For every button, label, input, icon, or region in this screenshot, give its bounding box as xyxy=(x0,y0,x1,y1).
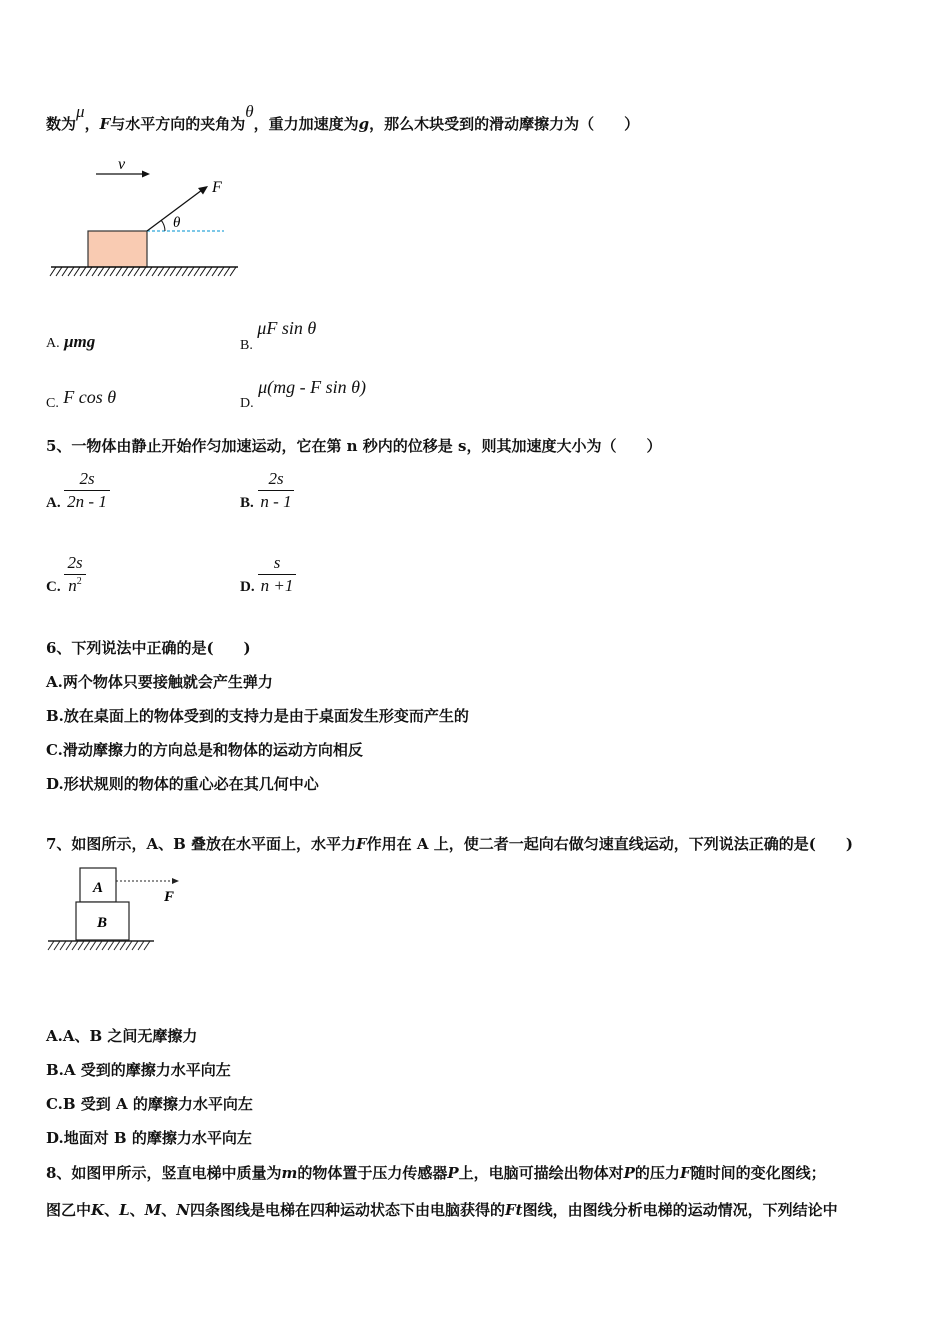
force-arrowhead xyxy=(198,186,208,195)
q7-stem-text-b: 作用在 A 上，使二者一起向右做匀速直线运动，下列说法正确的是( ) xyxy=(366,835,853,853)
q7-F-symbol: F xyxy=(355,835,367,853)
velocity-arrowhead xyxy=(142,171,150,178)
q7-option-a[interactable]: A.A、B 之间无摩擦力 xyxy=(46,1027,198,1045)
angle-arc xyxy=(161,220,165,231)
angle-label: θ xyxy=(173,215,181,231)
q4-block-figure xyxy=(46,150,246,280)
q5-option-d[interactable] xyxy=(240,579,255,596)
q8-text-h: 图线，由图线分析电梯的运动情况，下列结论中 xyxy=(522,1201,838,1219)
force-f-label: F xyxy=(164,889,175,905)
q5-option-b-fraction xyxy=(258,468,294,513)
option-label: D. xyxy=(240,579,255,595)
denominator-base: n xyxy=(68,576,77,595)
q5-option-c-fraction xyxy=(64,552,86,600)
option-label: D. xyxy=(240,396,254,411)
q4-option-d[interactable] xyxy=(240,377,366,411)
q4-option-c[interactable] xyxy=(46,387,117,411)
q5-option-a[interactable] xyxy=(46,495,61,512)
q4-stem-text-a: 数为 xyxy=(46,115,77,133)
option-label: A. xyxy=(46,495,61,511)
q4-option-b[interactable] xyxy=(240,318,317,353)
force-f-arrowhead xyxy=(172,878,179,884)
q7-stem xyxy=(46,834,853,854)
wooden-block xyxy=(88,231,147,267)
q8-p-symbol-2: P xyxy=(623,1164,635,1182)
q8-sep-1: 、 xyxy=(104,1201,120,1219)
q8-m-label: M xyxy=(144,1201,162,1219)
option-expression: F cos θ xyxy=(63,387,117,407)
q4-theta-symbol: θ xyxy=(245,102,254,121)
q8-f-symbol: F xyxy=(679,1164,691,1182)
q6-option-d[interactable]: D.形状规则的物体的重心必在其几何中心 xyxy=(46,775,319,793)
q6-option-c[interactable]: C.滑动摩擦力的方向总是和物体的运动方向相反 xyxy=(46,741,363,759)
q4-stem-text-c: 与水平方向的夹角为 xyxy=(110,115,246,133)
q8-stem-line-2 xyxy=(46,1200,838,1220)
q7-option-d[interactable]: D.地面对 B 的摩擦力水平向左 xyxy=(46,1129,252,1147)
fraction-numerator: s xyxy=(273,553,281,572)
q5-option-a-fraction xyxy=(64,468,110,513)
option-expression: μmg xyxy=(64,332,96,351)
block-a-label: A xyxy=(92,880,104,896)
q8-text-a: 8、如图甲所示，竖直电梯中质量为 xyxy=(46,1164,282,1182)
block-b-label: B xyxy=(96,915,108,931)
fraction-numerator: 2s xyxy=(268,469,284,488)
q4-stem-text-e: ，那么木块受到的滑动摩擦力为（ ） xyxy=(369,115,640,133)
q5-option-b[interactable] xyxy=(240,495,254,512)
q6-option-b[interactable]: B.放在桌面上的物体受到的支持力是由于桌面发生形变而产生的 xyxy=(46,707,469,725)
q8-text-f: 图乙中 xyxy=(46,1201,92,1219)
q8-text-d: 的压力 xyxy=(634,1164,680,1182)
q5-stem: 5、一物体由静止开始作匀加速运动，它在第 n 秒内的位移是 s，则其加速度大小为（ ） xyxy=(46,437,662,455)
option-expression: μ(mg - F sin θ) xyxy=(258,377,366,397)
q5-option-d-fraction xyxy=(258,552,296,597)
q8-text-e: 随时间的变化图线； xyxy=(690,1164,826,1182)
ground-hatching xyxy=(50,267,236,276)
q8-stem-line-1 xyxy=(46,1163,826,1183)
q7-stacked-blocks-figure xyxy=(46,864,186,956)
q4-stem xyxy=(46,102,640,134)
option-label: B. xyxy=(240,338,253,353)
q8-l-symbol: L xyxy=(119,1201,130,1219)
force-label: F xyxy=(212,179,222,196)
q4-g-symbol: g xyxy=(358,115,370,133)
q8-m-symbol: m xyxy=(281,1164,298,1182)
q8-n-symbol: N xyxy=(176,1201,190,1219)
q4-stem-text-b: ， xyxy=(84,115,100,133)
q4-stem-text-d: ，重力加速度为 xyxy=(253,115,359,133)
q7-option-b[interactable]: B.A 受到的摩擦力水平向左 xyxy=(46,1061,231,1079)
option-expression: μF sin θ xyxy=(257,318,317,338)
denominator-exponent: 2 xyxy=(76,576,82,587)
q8-sep-2: 、 xyxy=(129,1201,145,1219)
fraction-denominator: n - 1 xyxy=(258,490,294,513)
fraction-denominator xyxy=(64,574,86,600)
q6-option-a[interactable]: A.两个物体只要接触就会产生弹力 xyxy=(46,673,273,691)
option-label: C. xyxy=(46,579,61,595)
option-label: C. xyxy=(46,396,59,411)
option-label: A. xyxy=(46,336,60,351)
q8-p-symbol: P xyxy=(447,1164,459,1182)
option-label: B. xyxy=(240,495,254,511)
fraction-numerator: 2s xyxy=(79,469,95,488)
q5-option-c[interactable] xyxy=(46,579,61,596)
q7-option-c[interactable]: C.B 受到 A 的摩擦力水平向左 xyxy=(46,1095,253,1113)
q4-option-a[interactable] xyxy=(46,332,95,352)
q4-F-symbol: F xyxy=(99,115,111,133)
q7-stem-text-a: 7、如图所示，A、B 叠放在水平面上，水平力 xyxy=(46,835,356,853)
velocity-label: v xyxy=(118,156,126,173)
q8-text-c: 上，电脑可描绘出物体对 xyxy=(458,1164,624,1182)
q8-sep-3: 、 xyxy=(161,1201,177,1219)
q4-mu-symbol: μ xyxy=(76,102,85,121)
fraction-numerator: 2s xyxy=(67,553,83,572)
q6-stem: 6、下列说法中正确的是( ) xyxy=(46,639,251,657)
ground-hatching xyxy=(48,941,150,950)
fraction-denominator: n +1 xyxy=(258,574,296,597)
q8-text-b: 的物体置于压力传感器 xyxy=(297,1164,448,1182)
q8-k-symbol: K xyxy=(91,1201,105,1219)
q8-ft-symbol: Ft xyxy=(505,1201,523,1219)
q8-text-g: 四条图线是电梯在四种运动状态下由电脑获得的 xyxy=(189,1201,505,1219)
fraction-denominator: 2n - 1 xyxy=(64,490,110,513)
